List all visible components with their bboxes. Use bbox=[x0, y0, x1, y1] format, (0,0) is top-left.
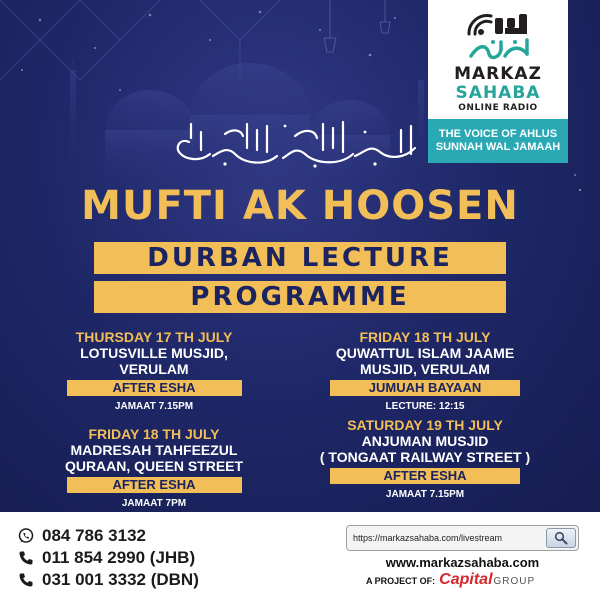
event-venue: ( TONGAAT RAILWAY STREET ) bbox=[319, 449, 531, 465]
whatsapp-icon bbox=[18, 528, 34, 544]
contact-whatsapp bbox=[18, 526, 146, 546]
contact-number: 031 001 3332 (DBN) bbox=[42, 570, 199, 589]
bismillah-calligraphy bbox=[165, 118, 435, 170]
tagline-line-1: THE VOICE OF AHLUS bbox=[438, 128, 558, 140]
phone-icon bbox=[18, 572, 34, 588]
logo-name-markaz: MARKAZ bbox=[454, 64, 542, 84]
event-venue: QUWATTUL ISLAM JAAME bbox=[335, 345, 515, 361]
programme-title-line-2: PROGRAMME bbox=[94, 281, 506, 313]
livestream-url-bar[interactable] bbox=[346, 525, 579, 551]
event-day: THURSDAY 17 TH JULY bbox=[75, 329, 233, 345]
logo-tagline bbox=[428, 119, 568, 163]
event-venue: MUSJID, VERULAM bbox=[360, 361, 490, 377]
event-time-label: JUMUAH BAYAAN bbox=[330, 380, 520, 396]
event-venue: VERULAM bbox=[119, 361, 189, 377]
search-icon bbox=[554, 531, 568, 545]
event-block bbox=[56, 426, 252, 510]
contact-phone-jhb bbox=[18, 548, 195, 568]
event-time-label: AFTER ESHA bbox=[67, 380, 242, 396]
livestream-url[interactable]: https://markazsahaba.com/livestream bbox=[353, 533, 503, 543]
event-day: FRIDAY 18 TH JULY bbox=[359, 329, 491, 345]
speaker-name: MUFTI AK HOOSEN bbox=[81, 183, 519, 229]
project-credit bbox=[366, 571, 535, 589]
contact-number: 011 854 2990 (JHB) bbox=[42, 548, 196, 567]
logo-subtitle: ONLINE RADIO bbox=[458, 103, 538, 113]
event-note: JAMAAT 7PM bbox=[121, 498, 187, 509]
event-block bbox=[56, 329, 252, 413]
tagline-line-2: SUNNAH WAL JAMAAH bbox=[435, 141, 561, 153]
event-block bbox=[318, 329, 532, 413]
logo-name-sahaba: SAHABA bbox=[455, 83, 541, 103]
radio-signal-icon bbox=[465, 12, 535, 62]
event-day: FRIDAY 18 TH JULY bbox=[88, 426, 220, 442]
markaz-sahaba-logo bbox=[428, 0, 568, 163]
phone-icon bbox=[18, 550, 34, 566]
programme-title-line-1: DURBAN LECTURE bbox=[94, 242, 506, 274]
event-note: JAMAAT 7.15PM bbox=[114, 401, 194, 412]
project-prefix: A PROJECT OF: bbox=[366, 576, 436, 586]
search-button[interactable] bbox=[546, 528, 576, 548]
event-day: SATURDAY 19 TH JULY bbox=[347, 417, 503, 433]
contact-phone-dbn bbox=[18, 570, 199, 590]
event-venue: QURAAN, QUEEN STREET bbox=[64, 458, 244, 474]
event-time-label: AFTER ESHA bbox=[67, 477, 242, 493]
event-venue: ANJUMAN MUSJID bbox=[361, 433, 489, 449]
event-venue: MADRESAH TAHFEEZUL bbox=[70, 442, 238, 458]
event-time-label: AFTER ESHA bbox=[330, 468, 520, 484]
event-block bbox=[318, 417, 532, 501]
website-link[interactable]: www.markazsahaba.com bbox=[385, 555, 540, 570]
capital-group-logo: Capital bbox=[439, 571, 493, 588]
event-note: LECTURE: 12:15 bbox=[385, 401, 465, 412]
event-note: JAMAAT 7.15PM bbox=[385, 489, 465, 500]
contact-number: 084 786 3132 bbox=[42, 526, 146, 545]
capital-group-logo-sub: GROUP bbox=[493, 576, 536, 587]
event-venue: LOTUSVILLE MUSJID, bbox=[80, 345, 228, 361]
